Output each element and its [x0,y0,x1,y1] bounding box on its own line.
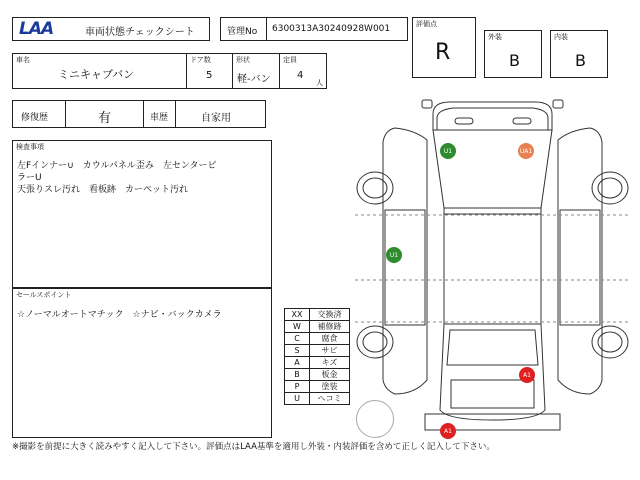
management-number-box [220,17,408,41]
shape-value: 軽-バン [237,74,271,85]
damage-legend [284,308,350,405]
overall-rating-value: R [435,40,451,65]
legend-row: A キズ [285,357,350,369]
repair-history-value: 有 [98,111,112,126]
vehicle-name-label: 車名 [16,56,30,64]
shape-label: 形状 [236,56,250,64]
interior-rating-label: 内装 [554,33,568,41]
exterior-rating-label: 外装 [488,33,502,41]
exterior-rating-value: B [509,51,520,70]
legend-row: B 板金 [285,369,350,381]
legend-row: U ヘコミ [285,393,350,405]
overall-rating-box [412,17,476,78]
management-label: 管理No [227,27,258,37]
damage-marker: A1 [440,423,456,439]
legend-row: C 腐食 [285,333,350,345]
vehicle-info-box [12,53,327,89]
usage-history-label: 車歴 [150,113,169,123]
repair-history-label: 修復歴 [21,113,49,123]
laa-logo: LAA [19,19,54,39]
damage-marker: A1 [519,367,535,383]
doors-value: 5 [206,70,213,81]
exterior-rating-box [484,30,542,78]
sheet-title: 車両状態チェックシート [85,27,195,38]
selling-points-label: セールスポイント [16,291,72,299]
damage-marker: U1 [386,247,402,263]
interior-rating-value: B [575,51,586,70]
selling-points-text: ☆ノーマルオートマチック ☆ナビ・バックカメラ [17,310,222,320]
vehicle-name: ミニキャブバン [58,68,135,81]
legend-row: S サビ [285,345,350,357]
inspection-line-3: 天張りスレ汚れ 看板跡 カーペット汚れ [17,185,189,195]
legend-row: W 補修跡 [285,321,350,333]
inspection-box [12,140,272,288]
capacity-value: 4 [297,70,304,81]
inspection-line-1: 左Fインナー∪ カウルパネル歪み 左センターピ [17,161,217,171]
header-title-box [12,17,210,41]
overall-rating-label: 評価点 [416,20,437,28]
interior-rating-box [550,30,608,78]
doors-label: ドア数 [190,56,211,64]
damage-marker: U1 [440,143,456,159]
management-number: 6300313A30240928W001 [272,24,391,34]
legend-row: P 塗装 [285,381,350,393]
inspection-label: 検査事項 [16,143,44,151]
usage-history-value: 自家用 [201,113,231,124]
history-box [12,100,266,128]
capacity-label: 定員 [283,56,297,64]
footer-note: ※撮影を前提に大きく読みやすく記入して下さい。評価点はLAA基準を適用し外装・内装評価を含めて正しく記入して下さい。 [12,442,495,452]
inspection-line-2: ラーU [17,173,42,183]
capacity-unit: 人 [316,79,323,87]
legend-row: XX 交換済 [285,309,350,321]
selling-points-box [12,288,272,438]
damage-marker: UA1 [518,143,534,159]
